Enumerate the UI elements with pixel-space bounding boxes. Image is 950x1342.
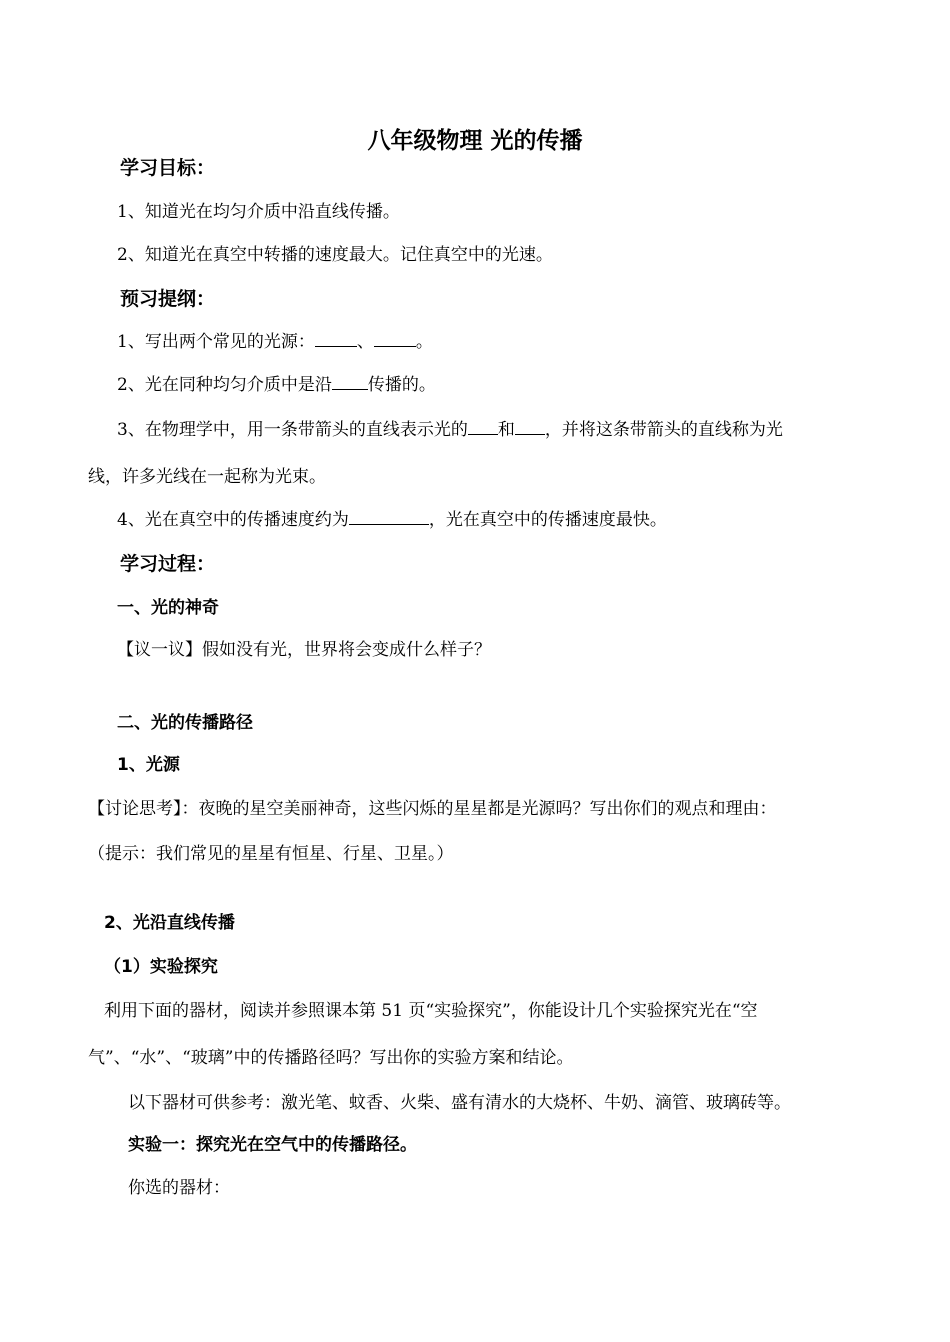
preview-q4	[117, 508, 667, 532]
experiment-1-materials: 你选的器材：	[128, 1178, 230, 1198]
preview-q1-end: 。	[415, 332, 433, 352]
preview-q3-cont: ，并将这条带箭头的直线称为光	[544, 420, 783, 440]
discuss-1: 【议一议】假如没有光，世界将会变成什么样子？	[117, 640, 491, 660]
goals-heading: 学习目标：	[120, 157, 216, 179]
preview-q3-and: 和	[497, 420, 515, 440]
discuss-2-line1: 【讨论思考】：夜晚的星空美丽神奇，这些闪烁的星星都是光源吗？写出你们的观点和理由：	[88, 799, 777, 819]
blank-3[interactable]	[332, 373, 368, 390]
blank-2[interactable]	[374, 330, 416, 347]
preview-q4-end: ，光在真空中的传播速度最快。	[428, 510, 667, 530]
preview-q3	[117, 418, 783, 442]
blank-1[interactable]	[315, 330, 357, 347]
subsection-light-source: 1、光源	[117, 755, 180, 775]
experiment-1-heading: 实验一：探究光在空气中的传播路径。	[128, 1135, 417, 1155]
goal-item-1: 1、知道光在均匀介质中沿直线传播。	[117, 202, 400, 222]
experiment-heading: （1）实验探究	[104, 957, 218, 977]
preview-q2	[117, 373, 436, 397]
preview-q1	[117, 330, 433, 354]
subsection-straight-line: 2、光沿直线传播	[104, 913, 235, 933]
preview-q1-sep: 、	[356, 332, 374, 352]
materials-text: 以下器材可供参考：激光笔、蚊香、火柴、盛有清水的大烧杯、牛奶、滴管、玻璃砖等。	[128, 1093, 791, 1113]
blank-4[interactable]	[468, 418, 498, 435]
preview-q4-text: 4、光在真空中的传播速度约为	[117, 510, 349, 530]
process-heading: 学习过程：	[120, 553, 216, 575]
preview-q2-end: 传播的。	[367, 375, 436, 395]
preview-q1-text: 1、写出两个常见的光源：	[117, 332, 315, 352]
discuss-2-line2: （提示：我们常见的星星有恒星、行星、卫星。）	[88, 844, 454, 864]
experiment-text-line1: 利用下面的器材，阅读并参照课本第 51 页“实验探究”，你能设计几个实验探究光在“空	[104, 1001, 758, 1021]
preview-q2-text: 2、光在同种均匀介质中是沿	[117, 375, 332, 395]
preview-q3-text: 3、在物理学中，用一条带箭头的直线表示光的	[117, 420, 468, 440]
blank-6[interactable]	[349, 508, 429, 525]
preview-q3-line2: 线，许多光线在一起称为光束。	[88, 467, 326, 487]
blank-5[interactable]	[515, 418, 545, 435]
page-title: 八年级物理 光的传播	[367, 128, 583, 154]
experiment-text-line2: 气”、“水”、“玻璃”中的传播路径吗？写出你的实验方案和结论。	[88, 1048, 574, 1068]
preview-heading: 预习提纲：	[120, 288, 216, 310]
section-2-heading: 二、光的传播路径	[117, 713, 253, 733]
section-1-heading: 一、光的神奇	[117, 598, 219, 618]
goal-item-2: 2、知道光在真空中转播的速度最大。记住真空中的光速。	[117, 245, 553, 265]
